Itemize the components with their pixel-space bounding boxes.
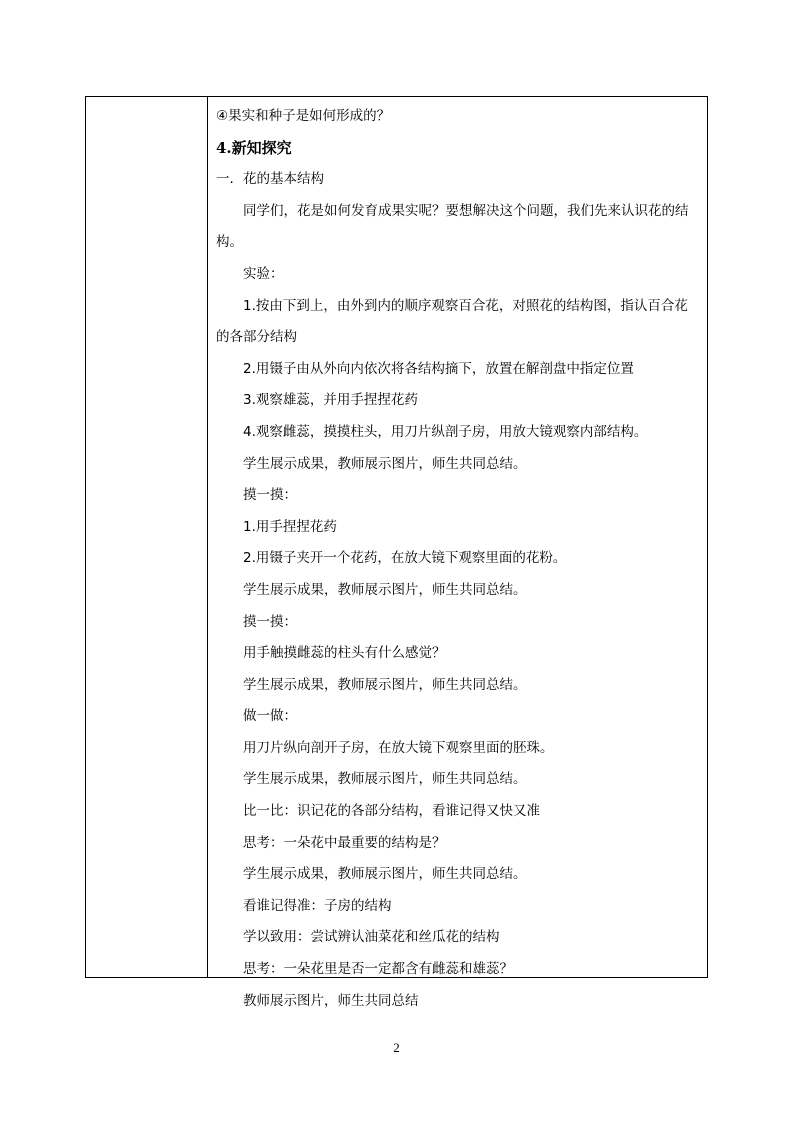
activity-label: 摸一摸： (243, 613, 297, 630)
subsection-title: 一．花的基本结构 (216, 171, 324, 188)
paragraph-line: 构。 (216, 234, 243, 251)
paragraph-line: 4.观察雌蕊，摸摸柱头，用刀片纵剖子房，用放大镜观察内部结构。 (243, 423, 648, 440)
lesson-content (216, 101, 702, 1017)
paragraph-line: 看谁记得准：子房的结构 (243, 897, 392, 914)
activity-label: 摸一摸： (243, 487, 297, 504)
paragraph-line: 教师展示图片，师生共同总结 (243, 992, 419, 1009)
paragraph-line: 用手触摸雌蕊的柱头有什么感觉？ (243, 645, 446, 662)
paragraph-line: 学以致用：尝试辨认油菜花和丝瓜花的结构 (243, 929, 500, 946)
paragraph-line: 学生展示成果，教师展示图片，师生共同总结。 (243, 581, 527, 598)
paragraph-line: 2.用镊子由从外向内依次将各结构摘下，放置在解剖盘中指定位置 (243, 360, 634, 377)
activity-label: 做一做： (243, 708, 297, 725)
paragraph-line: 学生展示成果，教师展示图片，师生共同总结。 (243, 455, 527, 472)
paragraph-line: 同学们，花是如何发育成果实呢？要想解决这个问题，我们先来认识花的结 (243, 202, 689, 219)
paragraph-line: 2.用镊子夹开一个花药，在放大镜下观察里面的花粉。 (243, 550, 567, 567)
experiment-label: 实验： (243, 265, 284, 282)
lesson-table (85, 96, 708, 1009)
paragraph-line: 学生展示成果，教师展示图片，师生共同总结。 (243, 866, 527, 883)
paragraph-line: 思考：一朵花里是否一定都含有雌蕊和雄蕊？ (243, 961, 513, 978)
section-heading: 4.新知探究 (216, 138, 292, 157)
paragraph-line: 学生展示成果，教师展示图片，师生共同总结。 (243, 676, 527, 693)
paragraph-line: 思考：一朵花中最重要的结构是？ (243, 834, 446, 851)
paragraph-line: 用刀片纵向剖开子房，在放大镜下观察里面的胚珠。 (243, 739, 554, 756)
paragraph-line: 3.观察雄蕊，并用手捏捏花药 (243, 392, 418, 409)
column-divider (207, 97, 208, 977)
paragraph-line: 1.用手捏捏花药 (243, 518, 337, 535)
page-number: 2 (393, 1040, 400, 1055)
paragraph-line: 比一比：识记花的各部分结构，看谁记得又快又准 (243, 803, 540, 820)
question-line: ④果实和种子是如何形成的？ (216, 108, 391, 124)
paragraph-line: 1.按由下到上，由外到内的顺序观察百合花，对照花的结构图，指认百合花 (243, 297, 688, 314)
paragraph-line: 学生展示成果，教师展示图片，师生共同总结。 (243, 771, 527, 788)
paragraph-line: 的各部分结构 (216, 329, 297, 346)
